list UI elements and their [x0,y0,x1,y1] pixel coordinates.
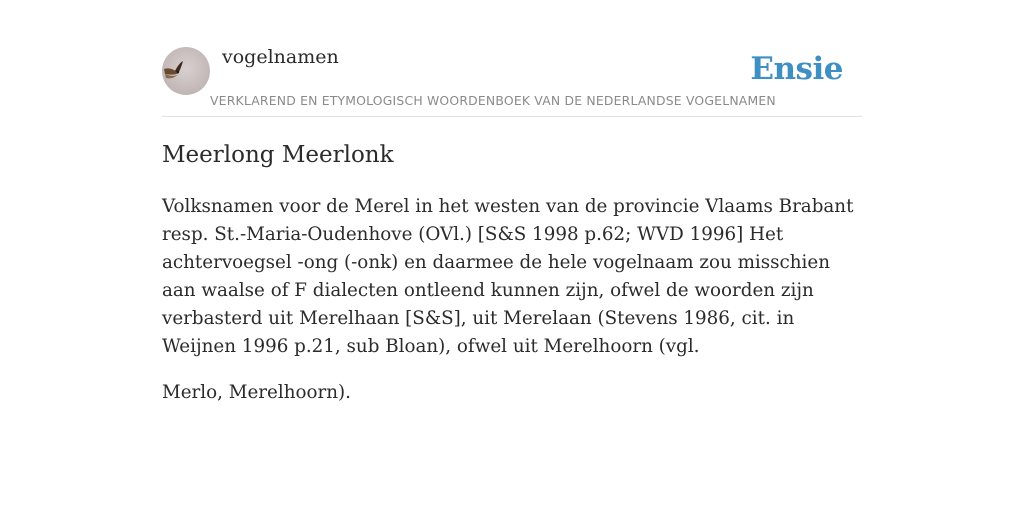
entry-paragraph: Volksnamen voor de Merel in het westen van de provincie Vlaams Brabant resp. St.-Maria-Oudenhove (OVl.) [S&S 1998 p.62; WVD 1996] Het achtervoegsel -ong (-onk) en daarmee de hele vogelnaam zou misschien aan waalse of F dialecten ontleend kunnen zijn, ofwel de woorden zijn verbasterd uit Merelhaan [S&S], uit Merelaan (Stevens 1986, cit. in Weijnen 1996 p.21, sub Bloan), ofwel uit Merelhoorn (vgl. [162,196,854,357]
page [162,0,862,512]
site-header [162,0,862,117]
site-subtitle: VERKLAREND EN ETYMOLOGISCH WOORDENBOEK VAN DE NEDERLANDSE VOGELNAMEN [210,93,776,108]
site-avatar[interactable] [162,47,210,95]
entry-body [162,193,862,425]
entry-paragraph: Merlo, Merelhoorn). [162,382,351,403]
bird-photo-icon [162,47,210,95]
ensie-logo[interactable]: Ensie [750,51,843,87]
entry-title: Meerlong Meerlonk [162,142,394,168]
site-name-link[interactable]: vogelnamen [222,46,339,68]
